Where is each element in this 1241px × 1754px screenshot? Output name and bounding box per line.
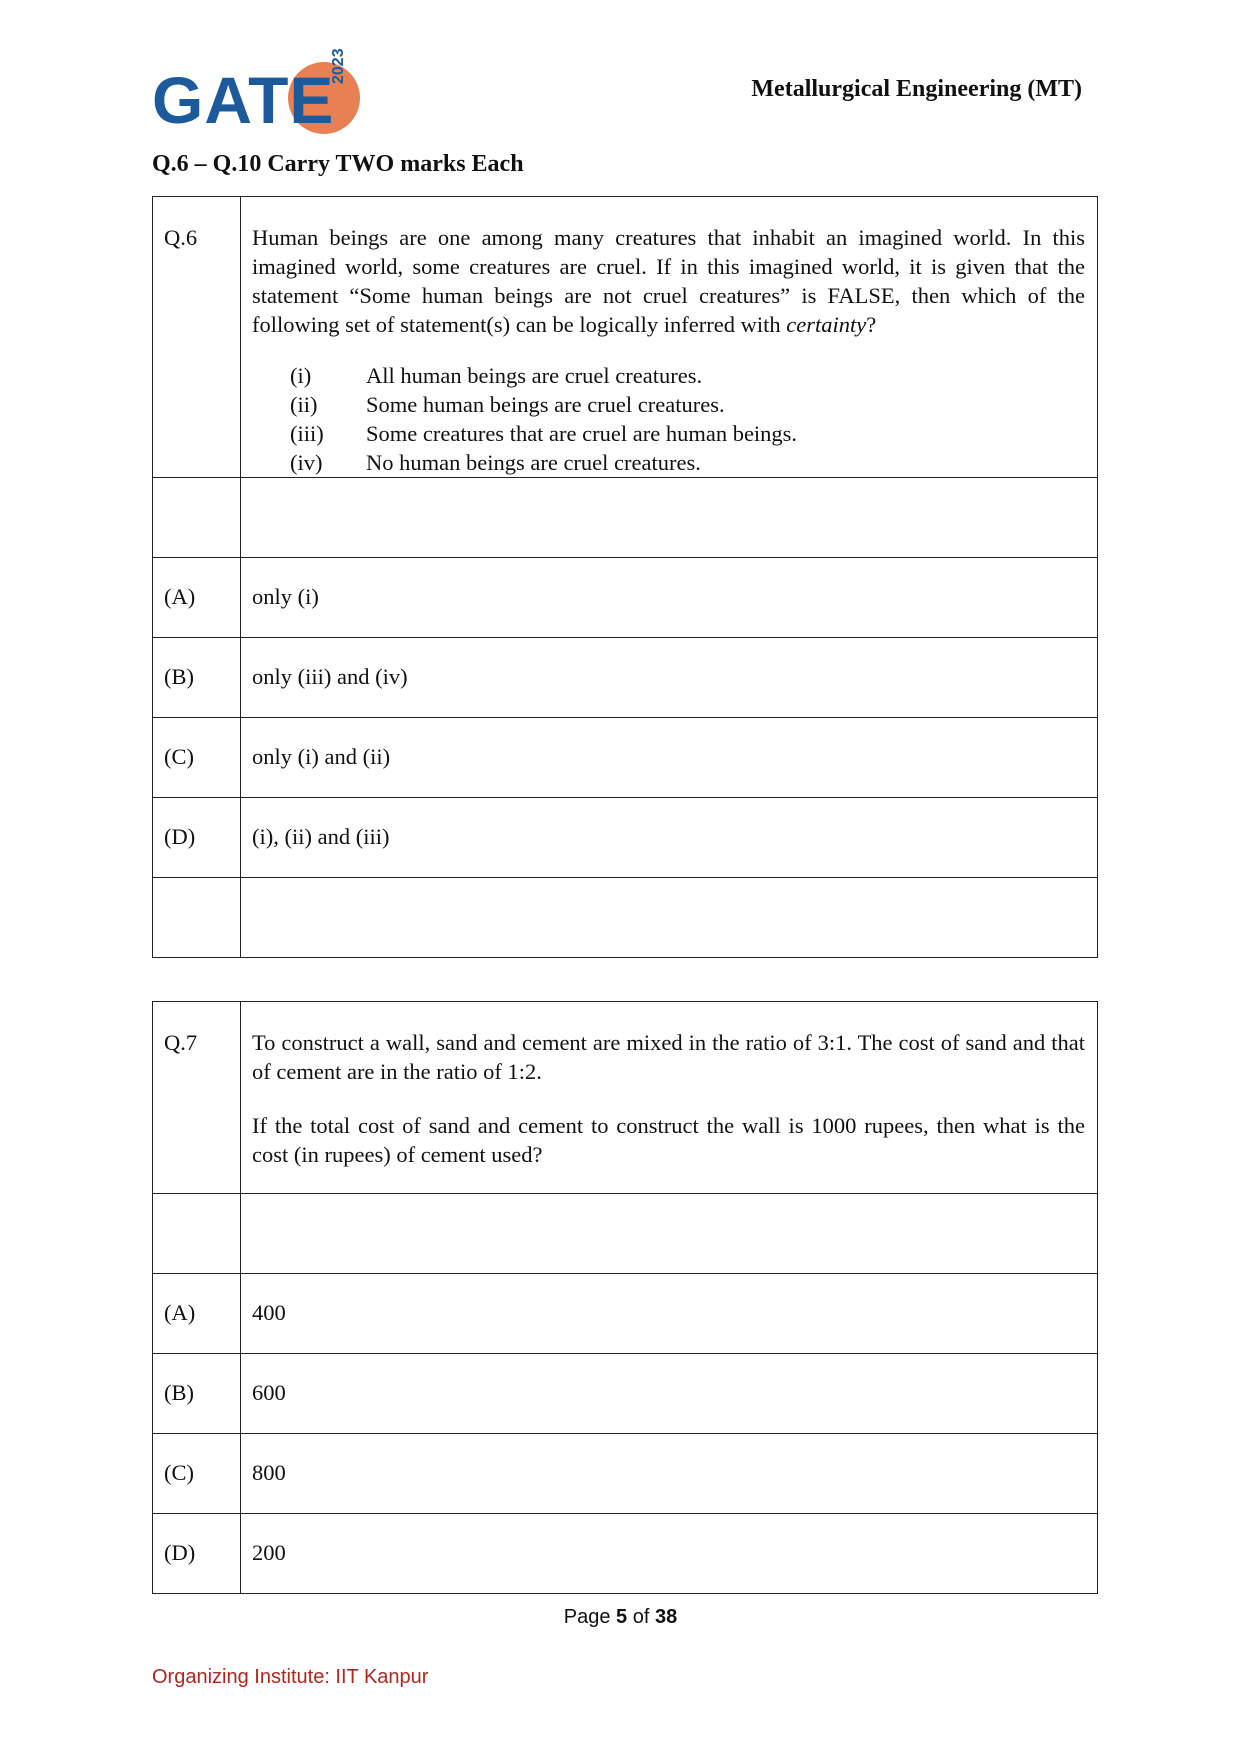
page-current: 5	[616, 1606, 628, 1628]
question-paragraph: If the total cost of sand and cement to construct the wall is 1000 rupees, then what is the cost (in rupees) of cement used?	[252, 1113, 1085, 1167]
statement-item	[290, 361, 1085, 390]
gate-logo	[152, 48, 362, 140]
question-emphasis: certainty	[786, 312, 867, 337]
question-6-table	[152, 196, 1098, 958]
blank-row	[153, 878, 1098, 958]
question-text	[241, 197, 1098, 478]
statement-number: (iv)	[290, 450, 323, 475]
question-number: Q.7	[153, 1002, 241, 1194]
blank-row	[153, 478, 1098, 558]
option-text: 600	[241, 1354, 1098, 1434]
page-prefix: Page	[563, 1606, 617, 1628]
option-text: 200	[241, 1514, 1098, 1594]
statement-text: Some human beings are cruel creatures.	[366, 392, 725, 417]
option-text: 800	[241, 1434, 1098, 1514]
question-stem: Human beings are one among many creatures that inhabit an imagined world. In this imagined world, some creatures are cruel. If in this imagined world, it is given that the statement “Some human beings are not cruel creatures” is FALSE, then which of the following set of statement(s) can be logically inferred with	[252, 225, 1085, 337]
question-paragraph: To construct a wall, sand and cement are mixed in the ratio of 3:1. The cost of sand and that of cement are in the ratio of 1:2.	[252, 1030, 1085, 1084]
section-title: Q.6 – Q.10 Carry TWO marks Each	[152, 151, 524, 177]
page-of: of	[627, 1606, 655, 1628]
statement-text: All human beings are cruel creatures.	[366, 363, 703, 388]
option-text: only (i)	[241, 558, 1098, 638]
question-7-table	[152, 1001, 1098, 1594]
option-row	[153, 798, 1098, 878]
statement-item	[290, 419, 1085, 448]
statement-number: (iii)	[290, 421, 324, 446]
option-row	[153, 1274, 1098, 1354]
option-row	[153, 718, 1098, 798]
statement-item	[290, 390, 1085, 419]
option-label: (A)	[153, 1274, 241, 1354]
statement-text: Some creatures that are cruel are human beings.	[366, 421, 798, 446]
option-label: (D)	[153, 798, 241, 878]
statement-number: (i)	[290, 363, 312, 388]
option-text: 400	[241, 1274, 1098, 1354]
option-text: only (i) and (ii)	[241, 718, 1098, 798]
option-label: (C)	[153, 718, 241, 798]
option-label: (D)	[153, 1514, 241, 1594]
page-total: 38	[654, 1606, 678, 1628]
option-label: (B)	[153, 1354, 241, 1434]
page-number	[0, 1606, 1241, 1629]
organizing-institute: Organizing Institute: IIT Kanpur	[152, 1666, 429, 1688]
option-label: (C)	[153, 1434, 241, 1514]
logo-text: GATE	[152, 63, 335, 137]
option-row	[153, 638, 1098, 718]
option-label: (B)	[153, 638, 241, 718]
option-text: only (iii) and (iv)	[241, 638, 1098, 718]
logo-year: 2023	[330, 48, 347, 84]
question-row	[153, 197, 1098, 478]
subject-title: Metallurgical Engineering (MT)	[751, 76, 1082, 102]
statement-text: No human beings are cruel creatures.	[366, 450, 701, 475]
option-text: (i), (ii) and (iii)	[241, 798, 1098, 878]
question-row	[153, 1002, 1098, 1194]
question-text	[241, 1002, 1098, 1194]
statement-list	[290, 361, 1085, 477]
statement-item	[290, 448, 1085, 477]
option-row	[153, 1434, 1098, 1514]
option-row	[153, 1514, 1098, 1594]
option-label: (A)	[153, 558, 241, 638]
option-row	[153, 558, 1098, 638]
option-row	[153, 1354, 1098, 1434]
question-number: Q.6	[153, 197, 241, 478]
statement-number: (ii)	[290, 392, 318, 417]
blank-row	[153, 1194, 1098, 1274]
question-stem-end: ?	[866, 312, 877, 337]
